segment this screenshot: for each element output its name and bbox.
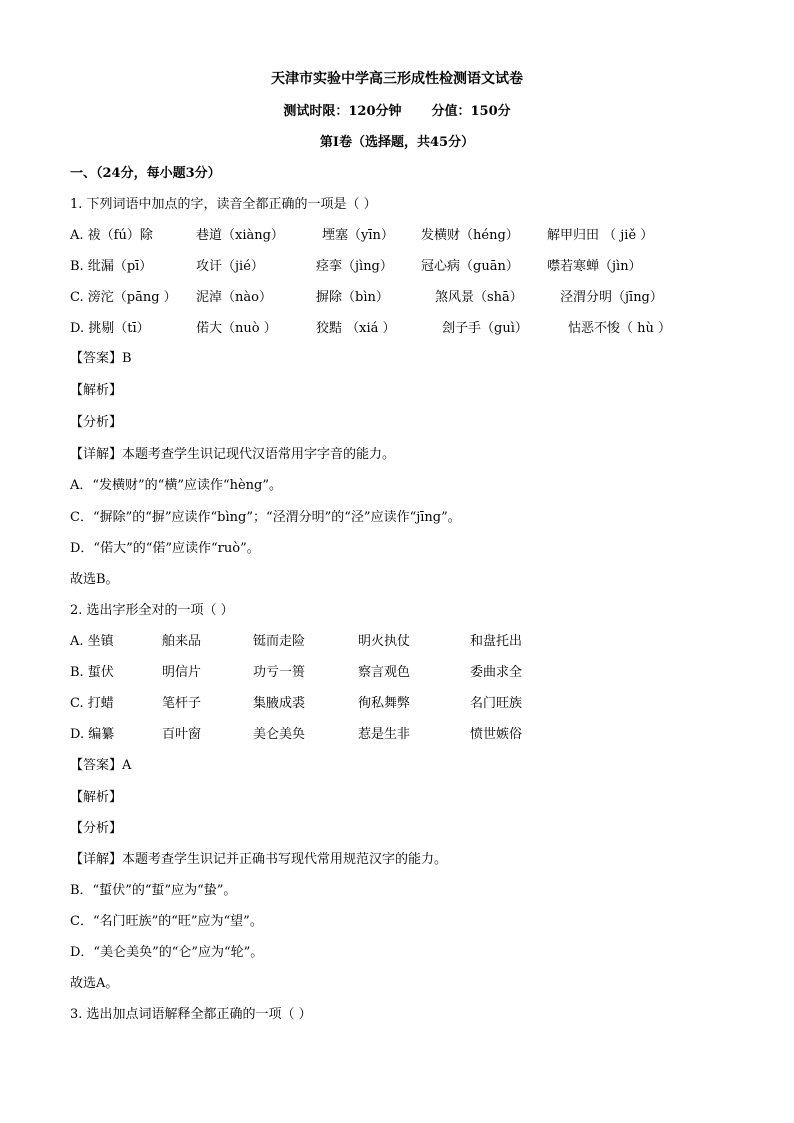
option-cell: 狡黠 （xiá ） [316, 321, 396, 336]
option-cell: 舶来品 [162, 634, 202, 649]
option-cell: 解甲归田 （ jiě ） [547, 228, 654, 243]
option-cell: 功亏一篑 [253, 665, 306, 680]
option-cell: 巷道（xiàng） [196, 228, 284, 243]
q2-jiexi: 【解析】 [70, 790, 123, 805]
option-cell: 煞风景（shā） [435, 290, 523, 305]
option-cell: A. 祓（fú）除 [70, 228, 153, 243]
exam-meta [0, 100, 794, 119]
option-cell: 泾渭分明（jīng） [560, 290, 663, 305]
option-cell: 怙恶不悛（ hù ） [568, 321, 672, 336]
option-cell: 刽子手（guì） [442, 321, 528, 336]
option-cell: C. 打蜡 [70, 696, 114, 711]
option-cell: 攻讦（jié） [196, 259, 264, 274]
option-cell: C. 滂沱（pāng ） [70, 290, 177, 305]
option-cell: 泥淖（nào） [196, 290, 272, 305]
option-cell: 名门旺族 [470, 696, 523, 711]
question-1-stem: 1. 下列词语中加点的字，读音全都正确的一项是（ ） [70, 197, 377, 212]
q1-jiexi: 【解析】 [70, 383, 123, 398]
option-cell: 美仑美奂 [253, 727, 306, 742]
q1-fenxi: 【分析】 [70, 415, 123, 430]
q2-conclusion: 故选A。 [70, 976, 119, 991]
option-cell: 和盘托出 [470, 634, 523, 649]
q1-note-a: A．“发横财”的“横”应读作“hèng”。 [70, 478, 283, 493]
q2-detail: 【详解】本题考查学生识记并正确书写现代常用规范汉字的能力。 [70, 852, 448, 867]
q1-answer: 【答案】B [70, 351, 132, 366]
option-cell: D. 挑剔（tī） [70, 321, 150, 336]
q2-note-b: B．“蜇伏”的“蜇”应为“蛰”。 [70, 883, 237, 898]
option-cell: 委曲求全 [470, 665, 523, 680]
section-heading: 一、（24分，每小题3分） [70, 166, 221, 181]
option-cell: 明信片 [162, 665, 202, 680]
option-cell: A. 坐镇 [70, 634, 114, 649]
option-cell: 集腋成裘 [253, 696, 306, 711]
q2-fenxi: 【分析】 [70, 821, 123, 836]
option-cell: 铤而走险 [253, 634, 306, 649]
q1-note-c: C．“摒除”的“摒”应读作“bìng”；“泾渭分明”的“泾”应读作“jīng”。 [70, 510, 461, 525]
option-cell: B. 纰漏（pī） [70, 259, 153, 274]
time-limit: 测试时限：120分钟 [283, 104, 402, 119]
option-cell: 明火执仗 [358, 634, 411, 649]
total-score: 分值：150分 [431, 104, 511, 119]
question-3-stem: 3. 选出加点词语解释全都正确的一项（ ） [70, 1007, 312, 1022]
q1-conclusion: 故选B。 [70, 572, 119, 587]
option-cell: 痉挛（jìng） [316, 259, 393, 274]
option-cell: D. 编纂 [70, 727, 115, 742]
q1-note-d: D．“偌大”的“偌”应读作“ruò”。 [70, 541, 260, 556]
option-cell: 噤若寒蝉（jìn） [547, 259, 642, 274]
option-cell: 摒除（bìn） [316, 290, 389, 305]
q2-answer: 【答案】A [70, 758, 132, 773]
q1-detail: 【详解】本题考查学生识记现代汉语常用字字音的能力。 [70, 447, 396, 462]
option-cell: 堙塞（yīn） [322, 228, 394, 243]
option-cell: 笔杆子 [162, 696, 202, 711]
option-cell: 发横财（héng） [421, 228, 519, 243]
option-cell: 察言观色 [358, 665, 411, 680]
option-cell: 愤世嫉俗 [470, 727, 523, 742]
q2-note-c: C．“名门旺族”的“旺”应为“望”。 [70, 914, 263, 929]
volume-heading: 第Ⅰ卷（选择题，共45分） [319, 135, 475, 150]
option-cell: B. 蜇伏 [70, 665, 114, 680]
question-2-stem: 2. 选出字形全对的一项（ ） [70, 603, 234, 618]
option-cell: 偌大（nuò ） [196, 321, 277, 336]
option-cell: 百叶窗 [162, 727, 202, 742]
option-cell: 冠心病（guān） [421, 259, 519, 274]
option-cell: 惹是生非 [358, 727, 411, 742]
q2-note-d: D．“美仑美奂”的“仑”应为“轮”。 [70, 945, 264, 960]
option-cell: 徇私舞弊 [358, 696, 411, 711]
document-title: 天津市实验中学高三形成性检测语文试卷 [271, 71, 523, 87]
